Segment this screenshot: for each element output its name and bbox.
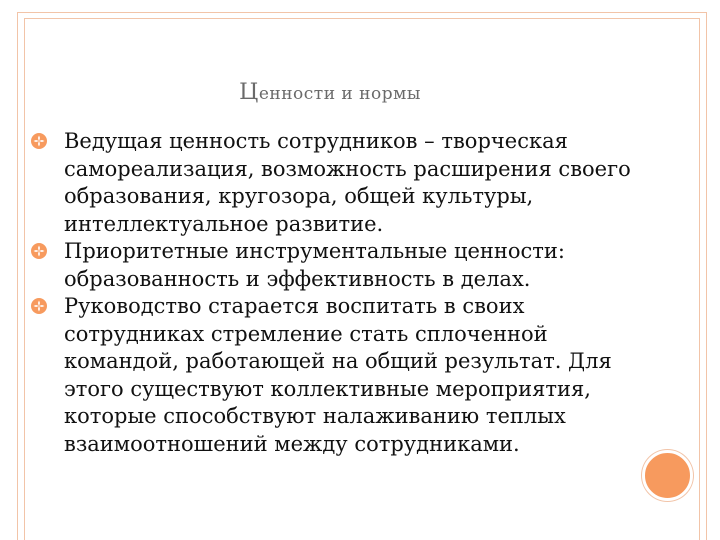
flower-bullet-icon <box>31 243 47 259</box>
flower-bullet-icon <box>31 298 47 314</box>
title-initial: Ц <box>239 80 259 105</box>
bullet-item <box>64 238 634 293</box>
title-conjunction: и <box>335 84 360 104</box>
flower-bullet-icon <box>31 133 47 149</box>
bullet-text: Ведущая ценность сотрудников – творческая самореализация, возможность расширения своего образования, кругозора, общей культуры, интеллектуальное развитие. <box>64 129 631 236</box>
bullet-text: Приоритетные инструментальные ценности: образованность и эффективность в делах. <box>64 239 565 291</box>
slide-title <box>0 80 660 105</box>
bullet-text: Руководство старается воспитать в своих сотрудниках стремление стать сплоченной командой, работающей на общий результат. Для этого существуют коллективные мероприятия, которые способствуют налаживанию теплых взаимоотношений между сотрудниками. <box>64 294 612 456</box>
bullet-list <box>64 128 634 458</box>
bullet-item <box>64 128 634 238</box>
title-word-1: енности <box>258 84 336 104</box>
bullet-item <box>64 293 634 458</box>
orange-circle <box>642 450 693 501</box>
title-word-2: нормы <box>359 84 421 104</box>
